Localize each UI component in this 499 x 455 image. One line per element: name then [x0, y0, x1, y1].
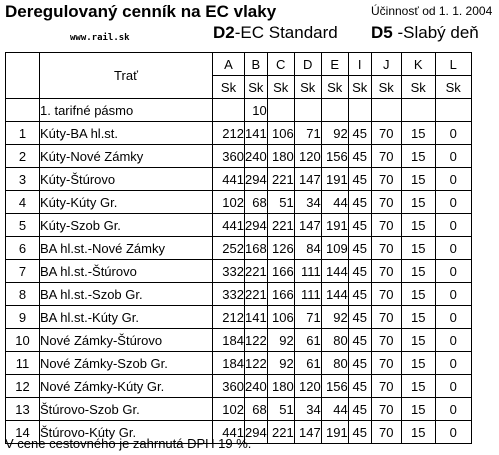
price-cell: 0 [435, 329, 471, 352]
row-number: 3 [6, 168, 40, 191]
table-row [6, 260, 472, 283]
price-cell: 15 [401, 237, 435, 260]
route-name: Nové Zámky-Štúrovo [40, 329, 213, 352]
price-cell: 221 [267, 214, 294, 237]
row-number: 5 [6, 214, 40, 237]
price-cell: 102 [213, 191, 245, 214]
price-cell: 168 [245, 237, 268, 260]
price-cell: 0 [435, 237, 471, 260]
price-cell: 15 [401, 421, 435, 444]
price-cell: 166 [267, 283, 294, 306]
column-header-a: A [213, 53, 245, 76]
d2-label: -EC Standard [234, 23, 338, 42]
row-number: 13 [6, 398, 40, 421]
price-cell: 0 [435, 421, 471, 444]
route-name: Štúrovo-Kúty Gr. [40, 421, 213, 444]
price-cell: 45 [348, 352, 371, 375]
unit-label: Sk [401, 76, 435, 99]
zone-cell [294, 99, 321, 122]
price-cell: 15 [401, 283, 435, 306]
price-cell: 45 [348, 375, 371, 398]
price-cell: 15 [401, 191, 435, 214]
zone-num-cell [6, 99, 40, 122]
price-cell: 166 [267, 260, 294, 283]
website-link[interactable]: www.rail.sk [70, 33, 130, 43]
price-cell: 212 [213, 306, 245, 329]
price-cell: 68 [245, 191, 268, 214]
price-cell: 191 [321, 421, 348, 444]
price-cell: 0 [435, 352, 471, 375]
price-cell: 122 [245, 352, 268, 375]
price-cell: 34 [294, 191, 321, 214]
price-cell: 0 [435, 168, 471, 191]
price-cell: 0 [435, 260, 471, 283]
price-cell: 180 [267, 375, 294, 398]
zone-label: 1. tarifné pásmo [40, 99, 213, 122]
price-cell: 0 [435, 283, 471, 306]
price-cell: 45 [348, 122, 371, 145]
price-cell: 45 [348, 260, 371, 283]
price-cell: 191 [321, 214, 348, 237]
price-cell: 92 [321, 306, 348, 329]
price-cell: 51 [267, 191, 294, 214]
price-cell: 15 [401, 168, 435, 191]
price-cell: 70 [371, 237, 401, 260]
price-table [5, 52, 472, 444]
unit-label: Sk [267, 76, 294, 99]
price-cell: 120 [294, 375, 321, 398]
price-cell: 106 [267, 306, 294, 329]
price-cell: 45 [348, 329, 371, 352]
price-cell: 70 [371, 122, 401, 145]
price-cell: 15 [401, 145, 435, 168]
price-cell: 15 [401, 352, 435, 375]
row-number: 4 [6, 191, 40, 214]
price-cell: 221 [245, 260, 268, 283]
price-cell: 70 [371, 283, 401, 306]
price-cell: 44 [321, 398, 348, 421]
d2-legend [213, 23, 338, 43]
row-number: 1 [6, 122, 40, 145]
price-cell: 68 [245, 398, 268, 421]
vat-footnote: V cene cestovného je zahrnutá DPH 19 %. [5, 436, 252, 451]
price-cell: 156 [321, 375, 348, 398]
price-cell: 15 [401, 214, 435, 237]
zone-cell [435, 99, 471, 122]
price-cell: 70 [371, 352, 401, 375]
route-name: BA hl.st.-Szob Gr. [40, 283, 213, 306]
route-name: Kúty-Szob Gr. [40, 214, 213, 237]
price-cell: 102 [213, 398, 245, 421]
price-cell: 147 [294, 168, 321, 191]
row-number: 10 [6, 329, 40, 352]
table-row [6, 145, 472, 168]
table-row [6, 352, 472, 375]
effective-date: Účinnosť od 1. 1. 2004 [371, 4, 493, 18]
d5-legend [371, 23, 479, 43]
unit-label: Sk [435, 76, 471, 99]
row-number: 12 [6, 375, 40, 398]
price-cell: 120 [294, 145, 321, 168]
table-row [6, 168, 472, 191]
table-row [6, 398, 472, 421]
price-cell: 70 [371, 375, 401, 398]
unit-label: Sk [245, 76, 268, 99]
row-number: 11 [6, 352, 40, 375]
price-cell: 147 [294, 421, 321, 444]
column-header-k: K [401, 53, 435, 76]
price-cell: 332 [213, 283, 245, 306]
row-number: 14 [6, 421, 40, 444]
price-cell: 0 [435, 306, 471, 329]
price-cell: 15 [401, 260, 435, 283]
price-cell: 109 [321, 237, 348, 260]
route-header: Trať [40, 53, 213, 99]
route-name: BA hl.st.-Nové Zámky [40, 237, 213, 260]
price-cell: 70 [371, 398, 401, 421]
price-cell: 70 [371, 260, 401, 283]
price-cell: 80 [321, 329, 348, 352]
price-cell: 294 [245, 214, 268, 237]
price-cell: 15 [401, 306, 435, 329]
route-name: Štúrovo-Szob Gr. [40, 398, 213, 421]
route-name: Kúty-Kúty Gr. [40, 191, 213, 214]
price-cell: 221 [267, 421, 294, 444]
route-name: Nové Zámky-Kúty Gr. [40, 375, 213, 398]
zone-cell [371, 99, 401, 122]
price-cell: 106 [267, 122, 294, 145]
price-cell: 332 [213, 260, 245, 283]
route-name: BA hl.st.-Štúrovo [40, 260, 213, 283]
route-name: Kúty-Štúrovo [40, 168, 213, 191]
price-cell: 0 [435, 398, 471, 421]
column-header-e: E [321, 53, 348, 76]
price-cell: 0 [435, 214, 471, 237]
price-cell: 141 [245, 122, 268, 145]
price-cell: 156 [321, 145, 348, 168]
table-row [6, 329, 472, 352]
zone-cell [213, 99, 245, 122]
price-cell: 71 [294, 306, 321, 329]
row-number: 9 [6, 306, 40, 329]
price-cell: 240 [245, 375, 268, 398]
price-cell: 61 [294, 329, 321, 352]
price-cell: 144 [321, 283, 348, 306]
route-name: BA hl.st.-Kúty Gr. [40, 306, 213, 329]
price-cell: 0 [435, 122, 471, 145]
zone-row [6, 99, 472, 122]
price-cell: 0 [435, 145, 471, 168]
row-number: 2 [6, 145, 40, 168]
price-cell: 441 [213, 421, 245, 444]
table-row [6, 214, 472, 237]
price-cell: 45 [348, 237, 371, 260]
d2-code: D2 [213, 23, 235, 42]
price-cell: 221 [267, 168, 294, 191]
unit-label: Sk [371, 76, 401, 99]
price-cell: 221 [245, 283, 268, 306]
price-cell: 0 [435, 191, 471, 214]
price-cell: 141 [245, 306, 268, 329]
price-cell: 122 [245, 329, 268, 352]
column-header-l: L [435, 53, 471, 76]
price-cell: 70 [371, 191, 401, 214]
price-cell: 71 [294, 122, 321, 145]
price-cell: 360 [213, 145, 245, 168]
price-cell: 45 [348, 145, 371, 168]
unit-label: Sk [348, 76, 371, 99]
row-number: 7 [6, 260, 40, 283]
column-header-j: J [371, 53, 401, 76]
price-cell: 80 [321, 352, 348, 375]
price-cell: 70 [371, 168, 401, 191]
zone-cell [348, 99, 371, 122]
price-cell: 111 [294, 260, 321, 283]
zone-value: 10 [245, 99, 268, 122]
table-row [6, 283, 472, 306]
price-cell: 61 [294, 352, 321, 375]
price-cell: 15 [401, 329, 435, 352]
price-cell: 45 [348, 306, 371, 329]
price-cell: 144 [321, 260, 348, 283]
price-cell: 70 [371, 306, 401, 329]
price-cell: 70 [371, 421, 401, 444]
row-number: 8 [6, 283, 40, 306]
price-cell: 441 [213, 214, 245, 237]
zone-cell [401, 99, 435, 122]
price-cell: 126 [267, 237, 294, 260]
unit-label: Sk [321, 76, 348, 99]
document-title: Deregulovaný cenník na EC vlaky [5, 2, 277, 21]
price-cell: 45 [348, 168, 371, 191]
price-cell: 15 [401, 375, 435, 398]
price-cell: 240 [245, 145, 268, 168]
price-cell: 45 [348, 398, 371, 421]
column-header-i: I [348, 53, 371, 76]
price-cell: 252 [213, 237, 245, 260]
price-cell: 70 [371, 329, 401, 352]
route-name: Nové Zámky-Szob Gr. [40, 352, 213, 375]
column-header-b: B [245, 53, 268, 76]
column-letter-row [6, 53, 472, 76]
d5-code: D5 [371, 23, 393, 42]
zone-cell [267, 99, 294, 122]
row-number: 6 [6, 237, 40, 260]
table-row [6, 122, 472, 145]
price-cell: 70 [371, 145, 401, 168]
price-cell: 92 [321, 122, 348, 145]
price-cell: 212 [213, 122, 245, 145]
table-row [6, 375, 472, 398]
price-cell: 184 [213, 329, 245, 352]
price-cell: 111 [294, 283, 321, 306]
zone-cell [321, 99, 348, 122]
price-cell: 147 [294, 214, 321, 237]
price-cell: 294 [245, 168, 268, 191]
price-cell: 45 [348, 214, 371, 237]
price-cell: 191 [321, 168, 348, 191]
price-cell: 44 [321, 191, 348, 214]
table-row [6, 237, 472, 260]
column-header-c: C [267, 53, 294, 76]
d5-label: -Slabý deň [392, 23, 479, 42]
price-cell: 45 [348, 191, 371, 214]
price-cell: 34 [294, 398, 321, 421]
price-cell: 184 [213, 352, 245, 375]
price-cell: 92 [267, 352, 294, 375]
unit-label: Sk [294, 76, 321, 99]
price-cell: 294 [245, 421, 268, 444]
price-cell: 92 [267, 329, 294, 352]
price-cell: 45 [348, 283, 371, 306]
price-cell: 84 [294, 237, 321, 260]
price-cell: 0 [435, 375, 471, 398]
route-name: Kúty-Nové Zámky [40, 145, 213, 168]
column-header-d: D [294, 53, 321, 76]
price-cell: 15 [401, 398, 435, 421]
table-row [6, 306, 472, 329]
price-cell: 15 [401, 122, 435, 145]
price-cell: 180 [267, 145, 294, 168]
price-cell: 441 [213, 168, 245, 191]
price-cell: 70 [371, 214, 401, 237]
price-cell: 51 [267, 398, 294, 421]
header-num-cell [6, 53, 40, 99]
table-row [6, 191, 472, 214]
route-name: Kúty-BA hl.st. [40, 122, 213, 145]
price-cell: 45 [348, 421, 371, 444]
unit-label: Sk [213, 76, 245, 99]
price-cell: 360 [213, 375, 245, 398]
